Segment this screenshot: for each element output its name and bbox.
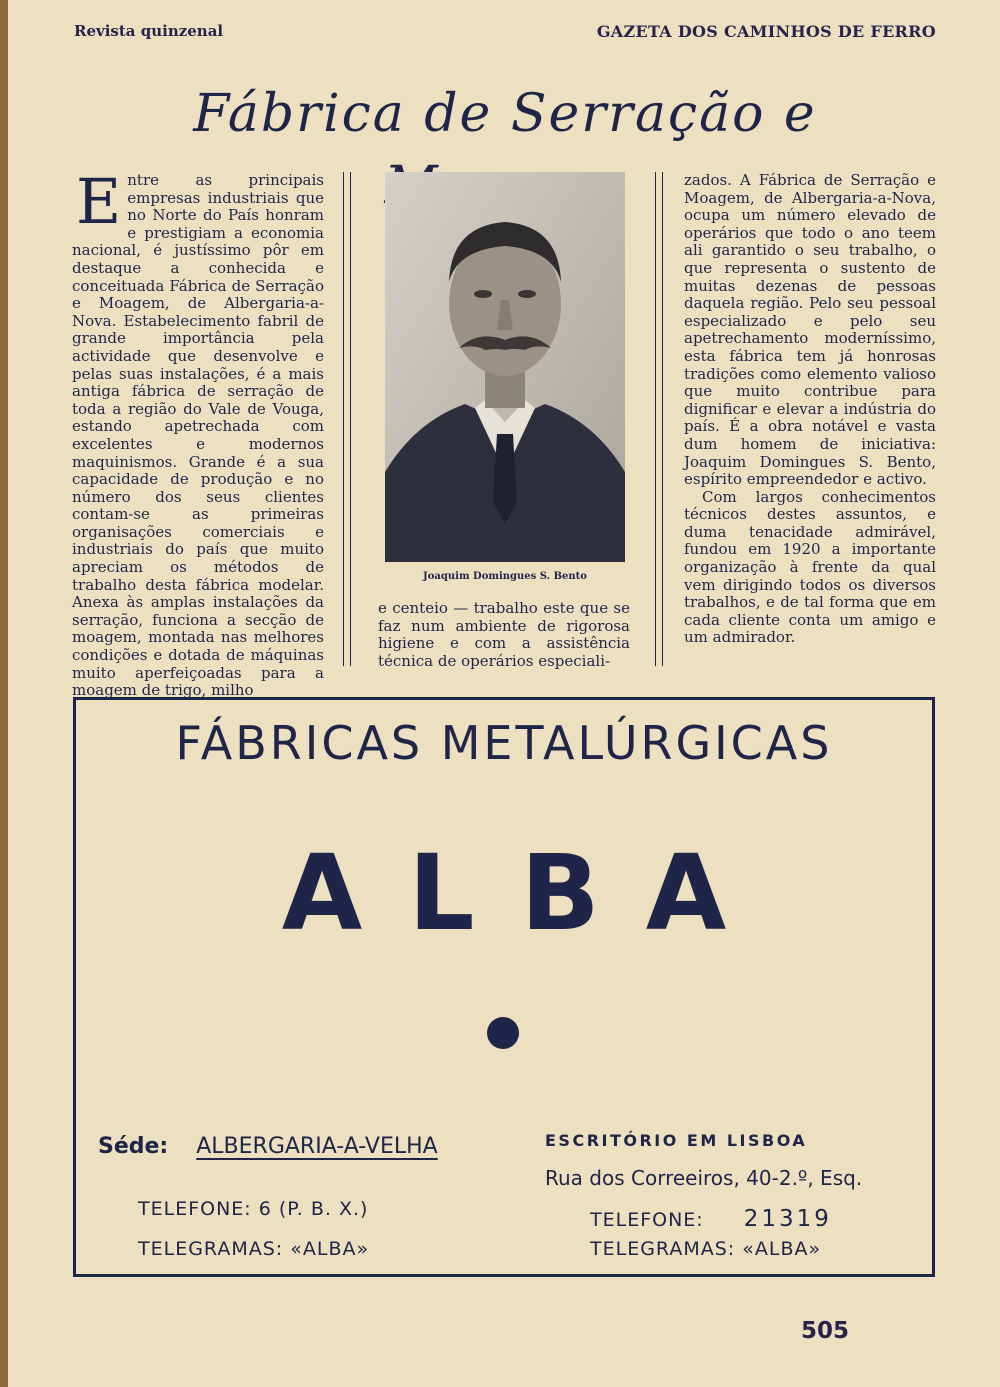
ad-brand-name: ALBA xyxy=(281,832,773,954)
drop-cap: E xyxy=(76,165,122,238)
running-header xyxy=(74,22,936,44)
ad-right-telegrams: TELEGRAMAS: «ALBA» xyxy=(590,1238,822,1260)
column-3-paragraph-2: Com largos conhecimentos técnicos destes assuntos, e duma tenacidade admirável, fundou em 1920 a importante organização à frente da qual vem dirigindo todos os diversos trabalhos, e de tal forma que em cada cliente conta um amigo e um admirador. xyxy=(684,487,936,647)
ad-office-address: Rua dos Correeiros, 40-2.º, Esq. xyxy=(545,1166,863,1190)
ad-left-phone: TELEFONE: 6 (P. B. X.) xyxy=(138,1198,369,1220)
column-1-text: ntre as principais empresas industriais que no Norte do País honram e prestigiam a economia nacional, é justíssimo pôr em destaque a conhecida e conceituada Fábrica de Serração e Moagem, de Albergaria-a-Nova. Estabelecimento fabril de grande importância pela actividade que desenvolve e pelas suas instalações, é a mais antiga fábrica de serração de toda a região do Vale de Vouga, estando apetrechada com excelentes e modernos maquinismos. Grande é a sua capacidade de produção e no número dos seus clientes contam-se as primeiras organisações comerciais e industriais do país que muito apreciam os métodos de trabalho desta fábrica modelar. Anexa às amplas instalações da serração, funciona a secção de moagem, montada nas melhores condições e dotada de máquinas muito aperfeiçoadas para a moagem de trigo, milho xyxy=(72,171,324,700)
ad-headquarters xyxy=(98,1134,438,1159)
ad-left-telegrams: TELEGRAMAS: «ALBA» xyxy=(138,1238,370,1260)
advertisement-box xyxy=(73,697,935,1277)
sede-value: ALBERGARIA-A-VELHA xyxy=(196,1134,438,1159)
article-title: Fábrica de Serração e xyxy=(193,84,817,144)
photo-caption: Joaquim Domingues S. Bento xyxy=(423,571,587,582)
column-2-text: e centeio — trabalho este que se faz num ambiente de rigorosa higiene e com a assistência técnica de operários especiali- xyxy=(378,599,630,670)
header-right: GAZETA DOS CAMINHOS DE FERRO xyxy=(596,22,936,41)
article-column-2 xyxy=(378,600,630,670)
column-divider-right xyxy=(655,172,663,666)
portrait-illustration xyxy=(385,172,625,562)
ad-right-phone xyxy=(590,1206,832,1232)
sede-label: Séde: xyxy=(98,1134,169,1159)
article-column-3 xyxy=(684,172,936,647)
column-divider-left xyxy=(343,172,351,666)
right-phone-label: TELEFONE: xyxy=(590,1209,704,1231)
header-left: Revista quinzenal xyxy=(74,22,224,40)
portrait-photo xyxy=(385,172,625,562)
ad-bullet-dot xyxy=(487,1017,519,1049)
column-3-paragraph-1: zados. A Fábrica de Serração e Moagem, de Albergaria-a-Nova, ocupa um número elevado de operários que todo o ano teem ali garantido o seu trabalho, o que representa o sustento de muitas dezenas de pessoas daquela região. Pelo seu pessoal especializado e pelo seu apetrechamento moderníssimo, esta fábrica tem já honrosas tradições como elemento valioso que muito contribue para dignificar e elevar a indústria do país. É a obra notável e vasta dum homem de iniciativa: Joaquim Domingues S. Bento, espírito empreendedor e activo. xyxy=(684,171,936,489)
right-phone-number: 21319 xyxy=(743,1206,832,1232)
ad-heading: FÁBRICAS METALÚRGICAS xyxy=(175,716,833,770)
page-binding-edge xyxy=(0,0,8,1387)
article-column-1 xyxy=(72,165,324,700)
page-number: 505 xyxy=(800,1318,849,1344)
ad-office-label: ESCRITÓRIO EM LISBOA xyxy=(545,1131,808,1150)
